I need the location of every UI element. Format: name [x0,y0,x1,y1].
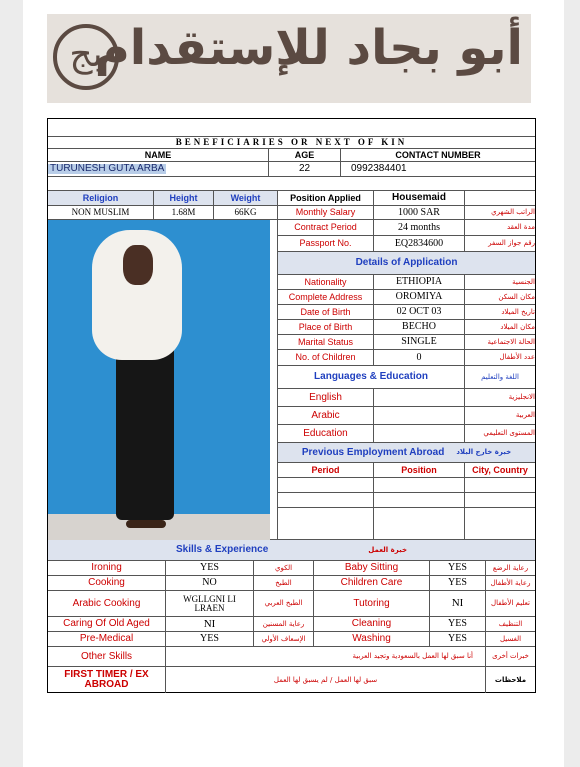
pob-ar: مكان الميلاد [465,320,535,335]
salary-ar: الراتب الشهري [465,206,535,220]
kin-name: TURUNESH GUTA ARBA [50,163,165,174]
kin-age: 22 [269,162,341,177]
skill-tutoring-label: Tutoring [314,591,430,617]
languages-title: Languages & Education [278,366,465,389]
prev-row-3-city [465,508,535,540]
languages-ar: اللغة والتعليم [465,366,535,389]
skill-cooking-ar: الطبخ [254,576,314,591]
skill-premedical-label: Pre-Medical [48,632,166,647]
photo-figure-face [123,245,153,285]
english-ar: الانجليزية [465,389,535,407]
skill-ironing-label: Ironing [48,561,166,576]
cv-page [23,0,564,767]
other-skills-value: أنا سبق لها العمل بالسعودية وتجيد العربية [166,647,486,667]
dob-label: Date of Birth [278,305,374,320]
kin-contact: 0992384401 [341,162,535,177]
skill-tutoring-ar: تعليم الأطفال [486,591,535,617]
application-form [47,118,536,693]
logo-glyph: بج [69,34,103,75]
prev-row-2-position [374,493,465,508]
prev-row-2-city [465,493,535,508]
passport-label: Passport No. [278,236,374,252]
prev-employment-title-text: Previous Employment Abroad [301,446,445,458]
marital-ar: الحالة الاجتماعية [465,335,535,350]
kin-header-name: NAME [48,149,269,162]
skill-cleaning-value: YES [430,617,486,632]
english-label: English [278,389,374,407]
education-value [374,425,465,443]
address-value: OROMIYA [374,290,465,305]
blank-row-2 [48,177,535,191]
religion-value: NON MUSLIM [48,206,154,220]
skill-washing-label: Washing [314,632,430,647]
marital-value: SINGLE [374,335,465,350]
position-blank [465,191,535,206]
skill-babysitting-value: YES [430,561,486,576]
marital-label: Marital Status [278,335,374,350]
skill-cooking-value: NO [166,576,254,591]
prev-position-header: Position [374,463,465,478]
photo-gap [270,220,278,540]
height-header: Height [154,191,214,206]
pob-label: Place of Birth [278,320,374,335]
skill-arabic-cooking-ar: الطبخ العربي [254,591,314,617]
skill-washing-ar: الغسيل [486,632,535,647]
religion-header: Religion [48,191,154,206]
pob-value: BECHO [374,320,465,335]
skill-premedical-ar: الإسعاف الأولي [254,632,314,647]
section-title: BENEFICIARIES OR NEXT OF KIN [48,137,535,149]
arabic-label: Arabic [278,407,374,425]
other-skills-ar: خبرات أخرى [486,647,535,667]
skill-cleaning-ar: التنظيف [486,617,535,632]
agency-name: أبو بجاد للإستقدام [94,20,523,76]
skill-babysitting-label: Baby Sitting [314,561,430,576]
prev-city-header: City, Country [465,463,535,478]
prev-employment-title [278,443,535,463]
address-label: Complete Address [278,290,374,305]
education-label: Education [278,425,374,443]
children-ar: عدد الأطفال [465,350,535,366]
position-applied-header: Position Applied [278,191,374,206]
skills-title-ar: خبرة العمل [368,545,408,554]
skill-childcare-ar: رعاية الأطفال [486,576,535,591]
passport-value: EQ2834600 [374,236,465,252]
weight-header: Weight [214,191,278,206]
skill-washing-value: YES [430,632,486,647]
first-timer-label: FIRST TIMER / EX ABROAD [48,667,166,693]
skill-arabic-cooking-value: WGLLGNI LI LRAEN [166,591,254,617]
other-skills-label: Other Skills [48,647,166,667]
prev-row-2-period [278,493,374,508]
skills-title [48,540,535,561]
salary-value: 1000 SAR [374,206,465,220]
children-value: 0 [374,350,465,366]
kin-name-cell [48,162,269,177]
nationality-ar: الجنسية [465,275,535,290]
prev-row-1-city [465,478,535,493]
contract-ar: مدة العقد [465,220,535,236]
dob-value: 02 OCT 03 [374,305,465,320]
skill-old-aged-value: NI [166,617,254,632]
arabic-value [374,407,465,425]
kin-header-contact: CONTACT NUMBER [341,149,535,162]
skill-old-aged-ar: رعاية المسنين [254,617,314,632]
nationality-label: Nationality [278,275,374,290]
prev-row-3-position [374,508,465,540]
skill-cooking-label: Cooking [48,576,166,591]
skills-title-text: Skills & Experience [175,544,269,555]
skill-cleaning-label: Cleaning [314,617,430,632]
weight-value: 66KG [214,206,278,220]
skill-arabic-cooking-label: Arabic Cooking [48,591,166,617]
skill-babysitting-ar: رعاية الرضع [486,561,535,576]
first-timer-value: سبق لها العمل / لم يسبق لها العمل [166,667,486,693]
nationality-value: ETHIOPIA [374,275,465,290]
arabic-ar: العربية [465,407,535,425]
position-applied-value: Housemaid [374,191,465,206]
prev-row-1-period [278,478,374,493]
skill-childcare-label: Children Care [314,576,430,591]
prev-employment-ar: خبرة خارج البلاد [456,448,512,456]
prev-period-header: Period [278,463,374,478]
address-ar: مكان السكن [465,290,535,305]
salary-label: Monthly Salary [278,206,374,220]
skill-ironing-ar: الكوي [254,561,314,576]
details-title: Details of Application [278,252,535,275]
contract-value: 24 months [374,220,465,236]
dob-ar: تاريخ الميلاد [465,305,535,320]
children-label: No. of Children [278,350,374,366]
photo-figure-feet [126,520,166,528]
height-value: 1.68M [154,206,214,220]
agency-header [47,14,531,103]
applicant-photo [48,220,270,540]
skill-childcare-value: YES [430,576,486,591]
education-ar: المستوى التعليمي [465,425,535,443]
skill-old-aged-label: Caring Of Old Aged [48,617,166,632]
kin-header-age: AGE [269,149,341,162]
prev-row-3-period [278,508,374,540]
passport-ar: رقم جواز السفر [465,236,535,252]
first-timer-ar: ملاحظات [494,675,527,684]
skill-premedical-value: YES [166,632,254,647]
skill-ironing-value: YES [166,561,254,576]
prev-row-1-position [374,478,465,493]
blank-row [48,119,535,137]
contract-label: Contract Period [278,220,374,236]
english-value [374,389,465,407]
skill-tutoring-value: NI [430,591,486,617]
